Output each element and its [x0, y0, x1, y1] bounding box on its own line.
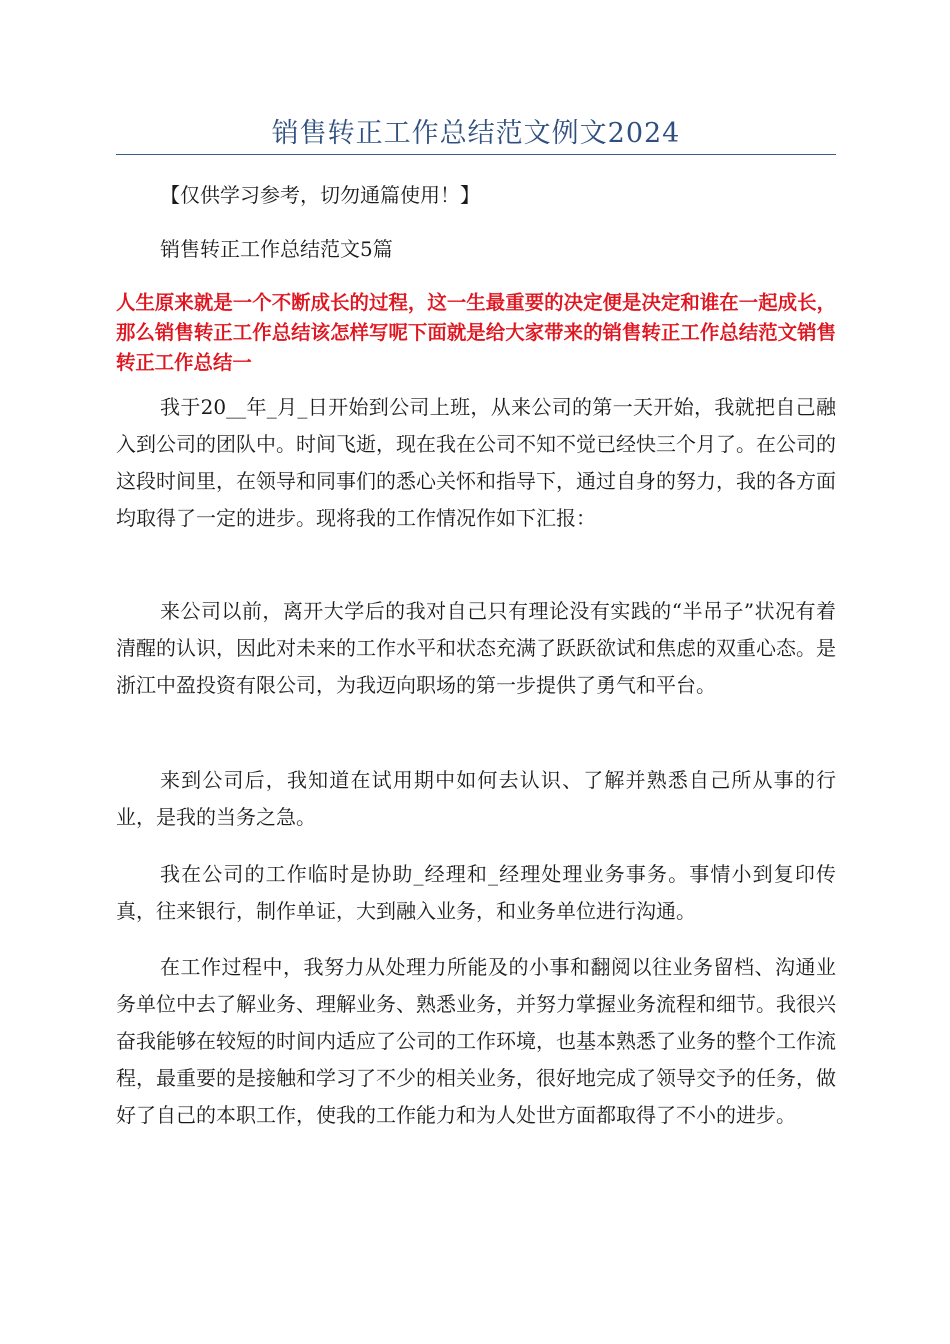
document-subtitle: 销售转正工作总结范文5篇 [160, 237, 393, 261]
body-paragraph: 我在公司的工作临时是协助_经理和_经理处理业务事务。事情小到复印传真，往来银行，制作单证，大到融入业务，和业务单位进行沟通。 [116, 862, 836, 923]
body-paragraph: 来公司以前，离开大学后的我对自己只有理论没有实践的“半吊子”状况有着清醒的认识，因此对未来的工作水平和状态充满了跃跃欲试和焦虑的双重心态。是浙江中盈投资有限公司，为我迈向职场的第一步提供了勇气和平台。 [116, 599, 836, 697]
document-title: 销售转正工作总结范文例文2024 [271, 118, 681, 149]
intro-highlight: 人生原来就是一个不断成长的过程，这一生最重要的决定便是决定和谁在一起成长，那么销售转正工作总结该怎样写呢下面就是给大家带来的销售转正工作总结范文销售转正工作总结一 [116, 291, 836, 374]
usage-note: 【仅供学习参考，切勿通篇使用！】 [160, 183, 480, 207]
body-paragraph: 在工作过程中，我努力从处理力所能及的小事和翻阅以往业务留档、沟通业务单位中去了解业务、理解业务、熟悉业务，并努力掌握业务流程和细节。我很兴奋我能够在较短的时间内适应了公司的工作环境，也基本熟悉了业务的整个工作流程，最重要的是接触和学习了不少的相关业务，很好地完成了领导交予的任务，做好了自己的本职工作，使我的工作能力和为人处世方面都取得了不小的进步。 [116, 955, 836, 1127]
body-paragraph: 来到公司后，我知道在试用期中如何去认识、了解并熟悉自己所从事的行业，是我的当务之急。 [116, 768, 836, 829]
title-divider [116, 154, 836, 155]
body-paragraph: 我于20__年_月_日开始到公司上班，从来公司的第一天开始，我就把自己融入到公司的团队中。时间飞逝，现在我在公司不知不觉已经快三个月了。在公司的这段时间里，在领导和同事们的悉心关怀和指导下，通过自身的努力，我的各方面均取得了一定的进步。现将我的工作情况作如下汇报： [116, 395, 836, 530]
